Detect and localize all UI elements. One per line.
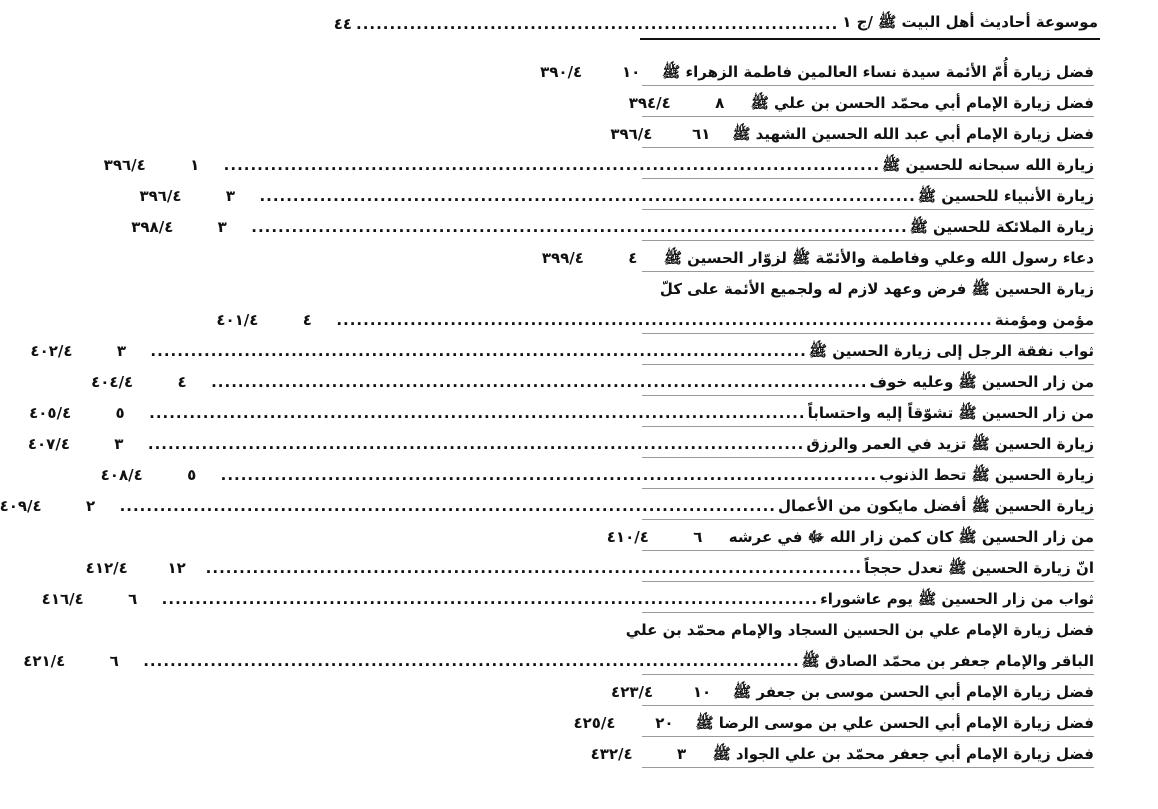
toc-entry-line (139, 187, 1094, 209)
page-reference: ٤٠١/٤ (216, 311, 259, 329)
hadith-count: ٥ (115, 404, 125, 422)
table-of-contents (0, 58, 1094, 771)
row-divider (642, 519, 1094, 520)
dot-leader: .................................................................................................. (251, 218, 908, 236)
toc-entry-line (540, 63, 1094, 85)
toc-entry-line (628, 94, 1094, 116)
toc-entry (91, 368, 1094, 399)
toc-entry-title: ثواب من زار الحسين ﷺ يوم عاشوراء (820, 590, 1094, 608)
toc-entry-title: زيارة الملائكة للحسين ﷺ (909, 218, 1094, 236)
toc-entry-line (541, 249, 1094, 271)
page-reference: ٤٠٧/٤ (27, 435, 70, 453)
hadith-count: ١ (190, 156, 200, 174)
page-reference: ٤١٠/٤ (606, 528, 649, 546)
toc-entry-line (626, 621, 1094, 639)
dot-leader: .................................................................................................. (211, 373, 868, 391)
page-number: ٤٤ (333, 15, 352, 33)
row-divider (642, 209, 1094, 210)
toc-entry-line (91, 373, 1094, 395)
toc-entry-line (23, 652, 1094, 674)
row-divider (642, 736, 1094, 737)
toc-entry-title: زيارة الأنبياء للحسين ﷺ (917, 187, 1094, 205)
page-reference: ٤٣٢/٤ (590, 745, 633, 763)
toc-entry-line (30, 342, 1094, 364)
toc-entry-title: الباقر والإمام جعفر بن محمّد الصادق ﷺ (801, 652, 1094, 670)
toc-entry (625, 616, 1094, 647)
toc-entry (606, 523, 1094, 554)
hadith-count: ١٠ (692, 683, 712, 701)
row-divider (642, 457, 1094, 458)
dot-leader: .................................................................................................. (143, 652, 800, 670)
page-reference: ٤٠٢/٤ (30, 342, 73, 360)
toc-entry (139, 182, 1094, 213)
hadith-count: ٤ (302, 311, 312, 329)
toc-entry-title: ثواب نفقة الرجل إلى زيارة الحسين ﷺ (808, 342, 1094, 360)
toc-entry-line (216, 311, 1094, 329)
dot-leader: .................................................................................................. (205, 559, 863, 577)
dot-leader: .................................................................................................. (119, 497, 777, 515)
header-dot-leader: ........................................................................ (356, 15, 839, 33)
dot-leader: .................................................................................................. (223, 156, 881, 174)
row-divider (642, 364, 1094, 365)
page-reference: ٣٩٨/٤ (131, 218, 174, 236)
toc-entry (628, 89, 1094, 120)
row-divider (642, 333, 1094, 334)
page-reference: ٤٠٩/٤ (0, 497, 42, 515)
toc-entry-title: فضل زيارة الإمام أبي محمّد الحسن بن علي ﷺ (750, 94, 1094, 112)
toc-entry-title: دعاء رسول الله وعلي وفاطمة والأئمّة ﷺ لزوّار الحسين ﷺ (663, 249, 1094, 267)
hadith-count: ٢ (86, 497, 96, 515)
page-reference: ٣٩٤/٤ (628, 94, 671, 112)
dot-leader: .................................................................................................. (161, 590, 819, 608)
toc-entry (610, 120, 1094, 151)
running-title: موسوعة أحاديث أهل البيت ﷺ /ج ١ (842, 13, 1098, 31)
page-reference: ٤٢٥/٤ (573, 714, 616, 732)
toc-entry (29, 399, 1094, 430)
toc-entry (642, 275, 1094, 306)
hadith-count: ١٢ (167, 559, 186, 577)
toc-entry (23, 647, 1094, 678)
dot-leader: .................................................................................................. (147, 435, 805, 453)
toc-entry-title: فضل زيارة الإمام أبي جعفر محمّد بن علي الجواد ﷺ (712, 745, 1094, 763)
dot-leader: .................................................................................................. (336, 311, 993, 329)
hadith-count: ٣ (677, 745, 687, 763)
hadith-count: ١٠ (621, 63, 641, 81)
toc-entry-title: زيارة الله سبحانه للحسين ﷺ (882, 156, 1094, 174)
row-divider (642, 612, 1094, 613)
toc-entry-title: فضل زيارة الإمام أبي الحسن علي بن موسى الرضا ﷺ (695, 714, 1094, 732)
toc-entry-line (660, 280, 1094, 302)
toc-entry-title: زيارة الحسين ﷺ تحط الذنوب (879, 466, 1094, 484)
toc-entry (30, 337, 1094, 368)
page-reference: ٣٩٦/٤ (139, 187, 182, 205)
page-reference: ٤١٦/٤ (41, 590, 84, 608)
row-divider (642, 271, 1094, 272)
page-reference: ٤٠٨/٤ (100, 466, 143, 484)
row-divider (642, 767, 1094, 768)
toc-entry (131, 213, 1094, 244)
hadith-count: ٢٠ (655, 714, 674, 732)
dot-leader: .................................................................................................. (149, 404, 806, 422)
page-reference: ٤١٢/٤ (85, 559, 128, 577)
toc-entry-line (610, 125, 1094, 147)
toc-entry-line (27, 435, 1094, 457)
hadith-count: ٦ (693, 528, 703, 546)
dot-leader: .................................................................................................. (150, 342, 807, 360)
page-reference: ٤٢٣/٤ (611, 683, 654, 701)
row-divider (642, 674, 1094, 675)
toc-entry (41, 585, 1094, 616)
hadith-count: ٣ (217, 218, 227, 236)
row-divider (642, 488, 1094, 489)
toc-entry-line (0, 497, 1094, 519)
running-header (333, 12, 1098, 36)
toc-entry (103, 151, 1094, 182)
page-reference: ٤٢١/٤ (23, 652, 66, 670)
row-divider (642, 581, 1094, 582)
row-divider (642, 147, 1094, 148)
toc-entry-line (85, 559, 1094, 581)
page-reference: ٣٩٠/٤ (540, 63, 583, 81)
toc-entry-title: زيارة الحسين ﷺ أفضل مايكون من الأعمال (778, 497, 1094, 515)
toc-entry-line (611, 683, 1094, 705)
toc-entry-line (100, 466, 1094, 488)
toc-entry-title: فضل زيارة الإمام أبي عبد الله الحسين الشهيد ﷺ (732, 125, 1094, 143)
hadith-count: ٤ (628, 249, 638, 267)
toc-entry (590, 740, 1094, 771)
toc-entry (573, 709, 1094, 740)
dot-leader: .................................................................................................. (220, 466, 878, 484)
toc-entry-line (590, 745, 1094, 767)
page-reference: ٤٠٤/٤ (91, 373, 134, 391)
row-divider (642, 550, 1094, 551)
dot-leader: .................................................................................................. (259, 187, 916, 205)
toc-entry (540, 58, 1094, 89)
row-divider (642, 240, 1094, 241)
hadith-count: ٣ (114, 435, 124, 453)
row-divider (642, 85, 1094, 86)
toc-entry (216, 306, 1094, 337)
toc-entry-line (606, 528, 1094, 550)
toc-entry-line (103, 156, 1094, 178)
toc-entry-line (573, 714, 1094, 736)
hadith-count: ٦١ (692, 125, 711, 143)
toc-entry-title: من زار الحسين ﷺ تشوّقاً إليه واحتساباً (807, 404, 1094, 422)
hadith-count: ٨ (715, 94, 725, 112)
header-rule (640, 38, 1100, 40)
toc-entry-title: مؤمن ومؤمنة (994, 311, 1094, 329)
toc-entry (27, 430, 1094, 461)
toc-entry-title: زيارة الحسين ﷺ فرض وعهد لازم له ولجميع الأئمة على كلّ (659, 280, 1094, 298)
toc-entry-title: من زار الحسين ﷺ كان كمن زار الله ﷻ في عرشه (728, 528, 1094, 546)
toc-entry-title: زيارة الحسين ﷺ تزيد في العمر والرزق (806, 435, 1094, 453)
row-divider (642, 178, 1094, 179)
toc-entry (611, 678, 1094, 709)
toc-entry-line (29, 404, 1094, 426)
toc-entry (100, 461, 1094, 492)
row-divider (642, 426, 1094, 427)
page-reference: ٣٩٩/٤ (541, 249, 584, 267)
hadith-count: ٦ (128, 590, 138, 608)
toc-entry-title: انّ زيارة الحسين ﷺ تعدل حججاً (864, 559, 1094, 577)
toc-entry (0, 492, 1094, 523)
row-divider (642, 395, 1094, 396)
toc-entry-title: فضل زيارة أُمّ الأئمة سيدة نساء العالمين فاطمة الزهراء ﷺ (662, 63, 1094, 81)
toc-entry (541, 244, 1094, 275)
toc-entry-title: فضل زيارة الإمام علي بن الحسين السجاد والإمام محمّد بن علي (625, 621, 1094, 639)
hadith-count: ٣ (225, 187, 236, 205)
hadith-count: ٦ (109, 652, 119, 670)
toc-entry (85, 554, 1094, 585)
row-divider (642, 705, 1094, 706)
hadith-count: ٣ (116, 342, 126, 360)
page-reference: ٤٠٥/٤ (29, 404, 72, 422)
toc-entry-line (41, 590, 1094, 612)
hadith-count: ٤ (177, 373, 187, 391)
toc-entry-line (131, 218, 1094, 240)
toc-entry-title: فضل زيارة الإمام أبي الحسن موسى بن جعفر ﷺ (733, 683, 1094, 701)
row-divider (642, 116, 1094, 117)
hadith-count: ٥ (187, 466, 197, 484)
page-reference: ٣٩٦/٤ (103, 156, 146, 174)
toc-entry-title: من زار الحسين ﷺ وعليه خوف (869, 373, 1094, 391)
page-reference: ٣٩٦/٤ (610, 125, 653, 143)
